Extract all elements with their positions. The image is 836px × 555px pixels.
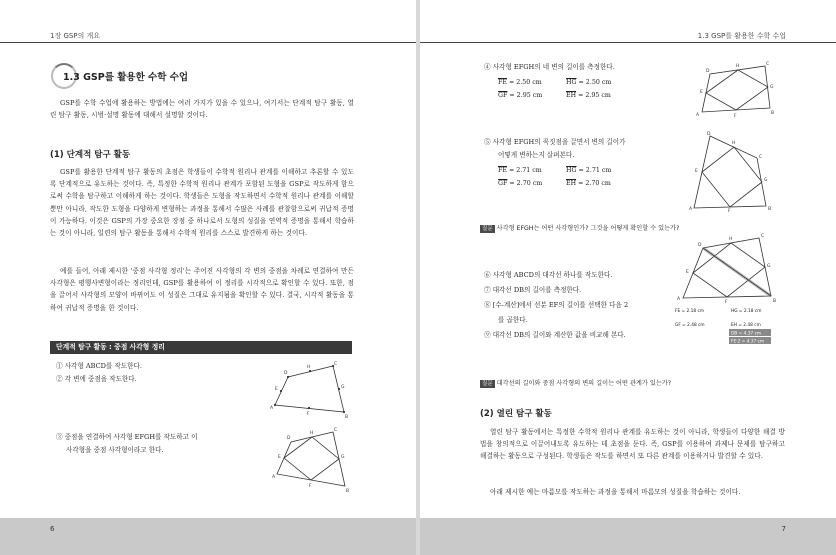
paragraph-1: GSP를 활용한 단계적 탐구 활동의 초점은 학생들이 수학적 원리나 관계를 이해하고 추론할 수 있도록 단계적으로 유도하는 것이다. 즉, 특정한 수학적 원리나 관계가 포함된 도형을 GSP로 작도하게 함으로써 수학을 탐구하고 이해하게 하는 것이다. 학생들은 도형을 작도하면서 수학적 원리나 관계를 이해할 뿐만 아니라, 작도한 도형을 다양하게 변형하는 과정을 통해서 수많은 사례를 관찰함으로써 귀납적 증명이 가능하다. 이것은 GSP의 가장 중요한 장점 중 하나로서 도형의 성질을 연역적 증명을 통해서 학습하는 것이 아니라, 일련의 탐구 활동을 통해서 수학적 원리를 스스로 발견하게 하는 것이다. — [50, 168, 354, 238]
fig-measure-fe: FE = 2.18 cm — [675, 309, 704, 314]
svg-text:A: A — [270, 406, 274, 411]
page-number: 7 — [781, 525, 786, 533]
fig-measure-fe2: FE·2 = 4.37 cm — [731, 339, 765, 345]
svg-text:E: E — [275, 387, 278, 392]
footer-band — [420, 518, 836, 555]
svg-text:H: H — [307, 365, 311, 370]
subsection-title-2: (2) 열린 탐구 활동 — [480, 409, 552, 419]
figure-midpoint-quadrilateral — [255, 426, 355, 496]
svg-text:B: B — [346, 489, 350, 494]
svg-text:D: D — [707, 132, 711, 137]
svg-text:E: E — [695, 169, 698, 174]
figure-quadrilateral-midpoints — [255, 360, 355, 422]
subsection-title-1: (1) 단계적 탐구 활동 — [50, 150, 131, 160]
svg-text:F: F — [728, 209, 731, 212]
svg-text:F: F — [309, 484, 312, 489]
header-rule — [0, 42, 416, 43]
question-2: 질문 대각선의 길이와 중점 사각형의 변의 길이는 어떤 관계가 있는가? — [482, 380, 672, 387]
step-8: ⑧ [수-계산]에서 선분 EF의 길이를 선택한 다음 2 — [484, 301, 629, 309]
measure-eh-2: $\overline{EH} = 2.70$ cm — [566, 180, 611, 187]
question-tag: 질문 — [482, 381, 493, 387]
svg-text:F: F — [307, 412, 310, 417]
activity-box-title: 단계적 탐구 활동 : 중점 사각형 정리 — [50, 341, 352, 354]
page-number: 6 — [50, 525, 55, 533]
svg-text:C: C — [761, 234, 765, 239]
measure-gf-2: $\overline{GF} = 2.70$ cm — [498, 180, 543, 187]
footer-band — [0, 518, 416, 555]
step-3-cont: 사각형을 중점 사각형이라고 한다. — [66, 446, 164, 454]
step-9: ⑨ 대각선 DB의 길이와 계산한 값을 비교해 본다. — [484, 331, 626, 339]
svg-text:G: G — [767, 264, 771, 269]
left-page — [0, 0, 416, 555]
svg-text:G: G — [341, 385, 345, 390]
paragraph-2: 예를 들어, 아래 제시한 '중점 사각형 정리'는 주어진 사각형의 각 변의 중점을 차례로 연결하여 만든 사각형은 평행사변형이라는 정리인데, GSP를 활용하여 이 정리를 시각적으로 확인할 수 있다. 또한, 점을 끌어서 사각형의 모양이 바뀌어도 이 성질은 그대로 유지됨을 확인할 수 있다. 결국, 시각적 활동을 통하여 귀납적 증명을 한 것이다. — [50, 267, 354, 312]
right-page — [420, 0, 836, 555]
svg-text:H: H — [736, 64, 740, 69]
measure-eh-1: $\overline{EH} = 2.95$ cm — [566, 92, 611, 99]
running-header: 1.3 GSP를 활용한 수학 수업 — [697, 32, 786, 40]
step-7: ⑦ 대각선 DB의 길이를 측정한다. — [484, 286, 582, 294]
measure-fe-2: $\overline{FE} = 2.71$ cm — [498, 167, 542, 174]
svg-text:C: C — [766, 62, 770, 67]
svg-text:G: G — [770, 85, 774, 90]
svg-text:B: B — [345, 415, 349, 420]
measure-gf-1: $\overline{GF} = 2.95$ cm — [498, 92, 543, 99]
step-1: ① 사각형 ABCD를 작도한다. — [56, 362, 142, 370]
svg-text:D: D — [287, 436, 291, 441]
fig-measure-hg: HG = 2.18 cm — [731, 309, 762, 314]
figure-measured-quadrilateral — [680, 60, 780, 122]
svg-text:C: C — [334, 428, 338, 433]
svg-text:A: A — [689, 207, 693, 212]
svg-text:G: G — [764, 178, 768, 183]
fig-measure-db: DB = 4.37 cm — [731, 331, 762, 337]
svg-text:H: H — [310, 431, 314, 436]
fig-measure-eh: EH = 2.48 cm — [731, 323, 761, 328]
section-title: 1.3 GSP를 활용한 수학 수업 — [63, 72, 189, 83]
svg-text:D: D — [706, 69, 710, 74]
svg-text:C: C — [334, 362, 338, 367]
measure-hg-2: $\overline{HG} = 2.71$ cm — [566, 167, 612, 174]
svg-text:B: B — [773, 299, 777, 304]
header-rule — [420, 42, 836, 43]
svg-text:H: H — [729, 237, 733, 242]
intro-paragraph: GSP를 수학 수업에 활용하는 방법에는 여러 가지가 있을 수 있으나, 여기서는 단계적 탐구 활동, 열린 탐구 활동, 시범·설명 활동에 대해서 설명할 것이다. — [50, 99, 354, 120]
step-6: ⑥ 사각형 ABCD의 대각선 하나를 작도한다. — [484, 271, 613, 279]
svg-text:D: D — [284, 371, 288, 376]
svg-text:F: F — [725, 300, 728, 305]
measure-hg-1: $\overline{HG} = 2.50$ cm — [566, 79, 612, 86]
question-tag: 질문 — [482, 226, 493, 232]
figure-diagonal-measure — [673, 230, 788, 346]
svg-text:B: B — [768, 207, 772, 212]
svg-text:F: F — [734, 114, 737, 119]
svg-text:A: A — [677, 297, 681, 302]
svg-text:E: E — [700, 90, 703, 95]
svg-text:B: B — [771, 111, 775, 116]
figure-dragged-quadrilateral — [680, 130, 780, 212]
fig-measure-gf: GF = 2.48 cm — [675, 323, 705, 328]
step-3: ③ 중점을 연결하여 사각형 EFGH를 작도하고 이 — [56, 433, 198, 441]
svg-text:H: H — [732, 141, 736, 146]
svg-text:C: C — [759, 155, 763, 160]
svg-text:E: E — [278, 455, 281, 460]
question-1: 질문 사각형 EFGH는 어떤 사각형인가? 그것을 어떻게 확인할 수 있는가? — [482, 225, 680, 232]
step-8-cont: 를 곱한다. — [498, 316, 528, 324]
paragraph-4: 아래 제시한 예는 마름모를 작도하는 과정을 통해서 마름모의 성질을 학습하는 것이다. — [490, 488, 741, 496]
step-5: ⑤ 사각형 EFGH의 꼭짓점을 끌면서 변의 길이가 — [484, 138, 626, 146]
svg-text:E: E — [686, 270, 689, 275]
paragraph-3: 열린 탐구 활동에서는 특정한 수학적 원리나 관계를 유도하는 것이 아니라, 학생들이 다양한 해결 방법을 창의적으로 이끌어내도록 유도하는 데 초점을 둔다. 즉, GSP를 이용하여 과제나 문제를 탐구하고 해결하는 활동으로 구성된다. 학생들은 작도를 하면서 또 다른 관계를 이용하거나 발견할 수 있다. — [480, 428, 785, 461]
running-header: 1장 GSP의 개요 — [50, 32, 101, 40]
measure-fe-1: $\overline{FE} = 2.50$ cm — [498, 79, 542, 86]
svg-text:A: A — [696, 113, 700, 118]
step-4: ④ 사각형 EFGH의 네 변의 길이를 측정한다. — [484, 63, 615, 71]
step-5-cont: 어떻게 변하는지 살펴본다. — [498, 151, 575, 159]
svg-text:D: D — [698, 243, 702, 248]
svg-text:A: A — [272, 475, 276, 480]
step-2: ② 각 변에 중점을 작도한다. — [56, 375, 137, 383]
svg-text:G: G — [341, 455, 345, 460]
